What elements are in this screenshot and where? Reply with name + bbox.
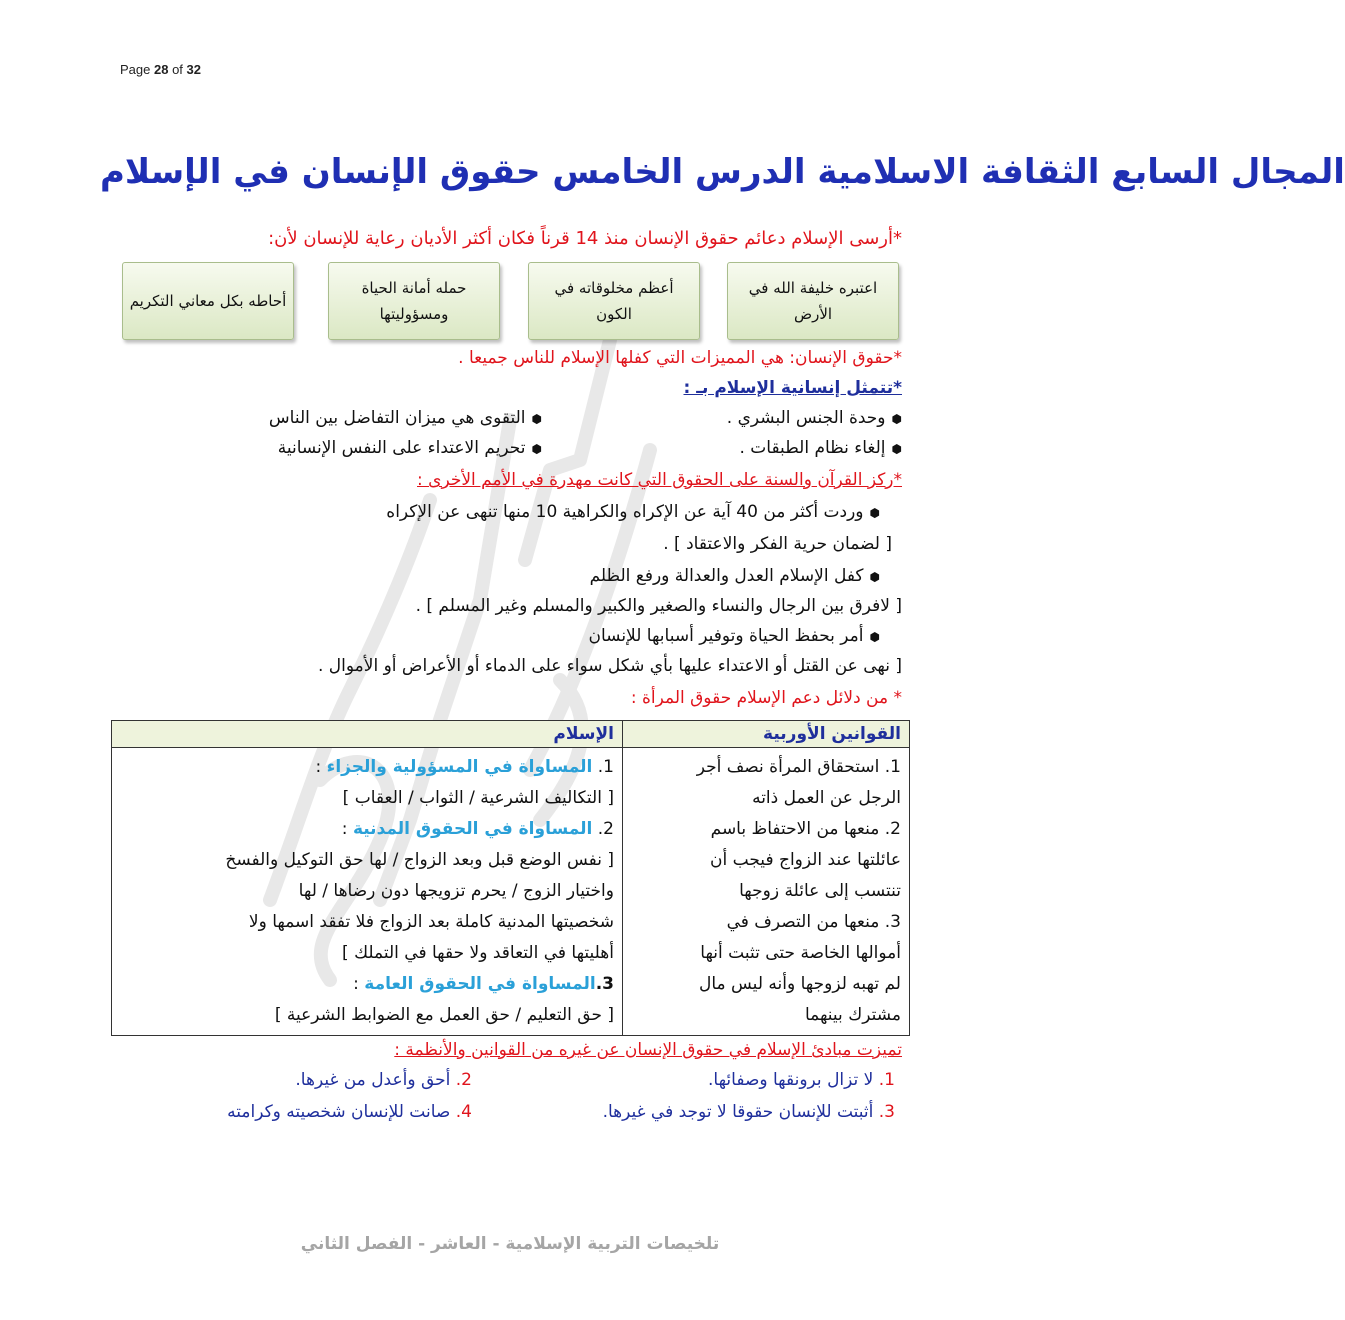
page-footer: تلخيصات التربية الإسلامية - العاشر - الفصل الثاني <box>300 1234 720 1254</box>
reason-box-2: أعظم مخلوقاته في الكون <box>528 262 700 340</box>
european-line: لم تهبه لزوجها وأنه ليس مال <box>698 974 901 994</box>
distinct-heading: تميزت مبادئ الإسلام في حقوق الإنسان عن غيره من القوانين والأنظمة : <box>394 1040 902 1060</box>
women-rights-heading: * من دلائل دعم الإسلام حقوق المرأة : <box>630 688 902 708</box>
islam-cell <box>112 748 623 1036</box>
european-laws-cell <box>623 748 910 1036</box>
european-line: 3. منعها من التصرف في <box>726 912 901 932</box>
reason-box-3: حمله أمانة الحياة ومسؤوليتها <box>328 262 500 340</box>
quran-note: [ لافرق بين الرجال والنساء والصغير والكبير والمسلم وغير المسلم ] . <box>415 596 902 616</box>
humanity-item: ⬢ التقوى هي ميزان التفاضل بين الناس <box>269 408 542 428</box>
islam-line: [ نفس الوضع قبل وبعد الزواج / لها حق التوكيل والفسخ <box>225 850 614 870</box>
european-line: الرجل عن العمل ذاته <box>752 788 901 808</box>
reason-box-4: أحاطه بكل معاني التكريم <box>122 262 294 340</box>
intro-text: *أرسى الإسلام دعائم حقوق الإنسان منذ 14 قرناً فكان أكثر الأديان رعاية للإنسان لأن: <box>268 228 902 249</box>
table-header-islam: الإسلام <box>112 721 623 748</box>
quran-note: [ نهى عن القتل أو الاعتداء عليها بأي شكل سواء على الدماء أو الأعراض أو الأموال . <box>318 656 902 676</box>
islam-line: [ حق التعليم / حق العمل مع الضوابط الشرعية ] <box>274 1005 614 1025</box>
islam-point-2: 2. المساواة في الحقوق المدنية : <box>341 819 614 839</box>
distinct-item-4: 4. صانت للإنسان شخصيته وكرامته <box>227 1102 472 1122</box>
definition-text: *حقوق الإنسان: هي المميزات التي كفلها الإسلام للناس جميعا . <box>458 348 902 368</box>
distinct-item-3: 3. أثبتت للإنسان حقوقا لا توجد في غيرها. <box>602 1102 895 1122</box>
european-line: 2. منعها من الاحتفاظ باسم <box>710 819 901 839</box>
page-number: Page 28 of 32 <box>120 62 201 77</box>
islam-line: أهليتها في التعاقد ولا حقها في التملك ] <box>342 943 614 963</box>
islam-point-1: 1. المساواة في المسؤولية والجزاء : <box>315 757 614 777</box>
humanity-item: ⬢ وحدة الجنس البشري . <box>727 408 902 428</box>
quran-heading: *ركز القرآن والسنة على الحقوق التي كانت مهدرة في الأمم الأخرى : <box>417 470 902 490</box>
quran-point: ⬢ كفل الإسلام العدل والعدالة ورفع الظلم <box>590 566 880 586</box>
european-line: تنتسب إلى عائلة زوجها <box>739 881 901 901</box>
distinct-item-1: 1. لا تزال برونقها وصفائها. <box>708 1070 895 1090</box>
reason-box-1: اعتبره خليفة الله في الأرض <box>727 262 899 340</box>
islam-line: واختيار الزوج / يحرم تزويجها دون رضاها / لها <box>298 881 614 901</box>
islam-line: [ التكاليف الشرعية / الثواب / العقاب ] <box>342 788 614 808</box>
comparison-table <box>111 720 910 1036</box>
humanity-heading: *تتمثل إنسانية الإسلام بـ : <box>683 378 902 398</box>
distinct-item-2: 2. أحق وأعدل من غيرها. <box>295 1070 472 1090</box>
page-title: المجال السابع الثقافة الاسلامية الدرس الخامس حقوق الإنسان في الإسلام <box>100 152 1345 192</box>
european-line: مشترك بينهما <box>804 1005 901 1025</box>
quran-point: ⬢ أمر بحفظ الحياة وتوفير أسبابها للإنسان <box>588 626 880 646</box>
european-line: أموالها الخاصة حتى تثبت أنها <box>700 943 901 963</box>
islam-line: شخصيتها المدنية كاملة بعد الزواج فلا تفقد اسمها ولا <box>248 912 614 932</box>
humanity-item: ⬢ إلغاء نظام الطبقات . <box>739 438 902 458</box>
european-line: عائلتها عند الزواج فيجب أن <box>710 850 901 870</box>
quran-note: [ لضمان حرية الفكر والاعتقاد ] . <box>663 534 892 554</box>
table-header-european: القوانين الأوربية <box>623 721 910 748</box>
islam-point-3: 3.المساواة في الحقوق العامة : <box>353 974 614 994</box>
quran-point: ⬢ وردت أكثر من 40 آية عن الإكراه والكراهية 10 منها تنهى عن الإكراه <box>386 502 880 522</box>
humanity-item: ⬢ تحريم الاعتداء على النفس الإنسانية <box>278 438 542 458</box>
european-line: 1. استحقاق المرأة نصف أجر <box>696 757 901 777</box>
